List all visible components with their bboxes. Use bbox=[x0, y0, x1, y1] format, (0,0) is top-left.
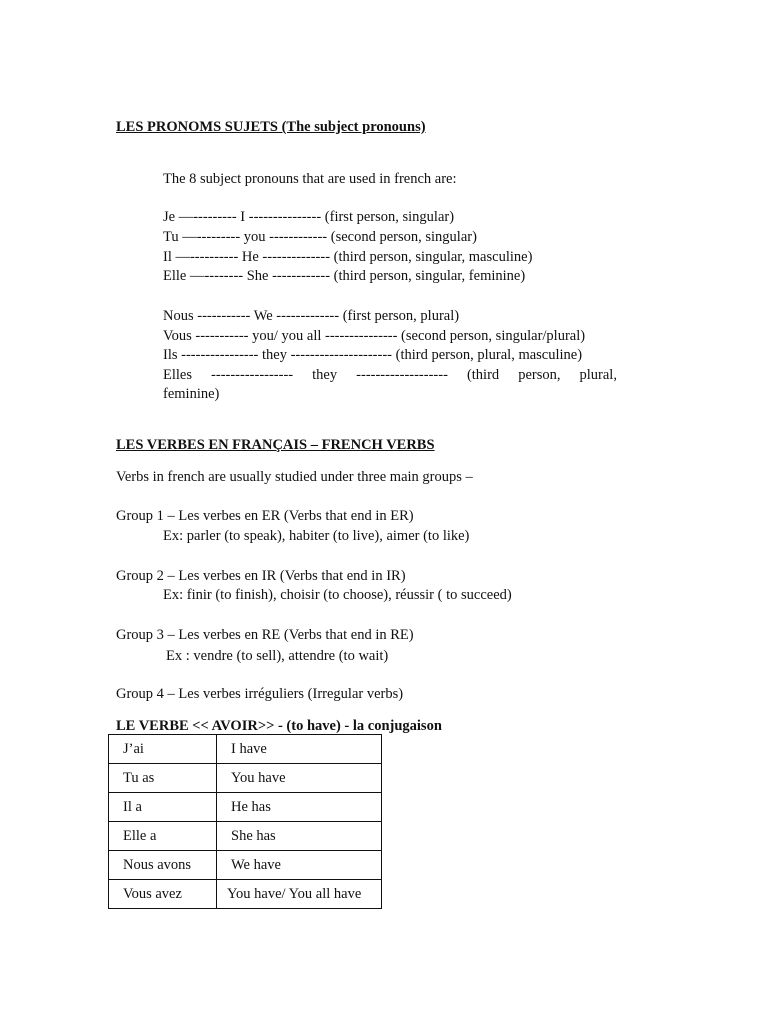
pronoun-line: Nous ----------- We ------------- (first person, plural) bbox=[163, 308, 460, 324]
group-example: Ex: finir (to finish), choisir (to choose), réussir ( to succeed) bbox=[163, 587, 512, 603]
group-example: Ex : vendre (to sell), attendre (to wait) bbox=[166, 648, 389, 664]
translation-cell: She has bbox=[217, 822, 382, 851]
pronouns-intro: The 8 subject pronouns that are used in french are: bbox=[163, 171, 457, 187]
table-row bbox=[109, 764, 382, 793]
word: ------------------- bbox=[356, 367, 448, 383]
pronoun-cell: Nous avons bbox=[109, 851, 217, 880]
translation-cell: We have bbox=[217, 851, 382, 880]
translation-cell: I have bbox=[217, 735, 382, 764]
conjugation-table bbox=[108, 734, 382, 909]
pronoun-line: Il —---------- He -------------- (third person, singular, masculine) bbox=[163, 249, 533, 265]
word: plural, bbox=[579, 367, 617, 383]
word: (third bbox=[466, 367, 500, 383]
word: person, bbox=[518, 367, 561, 383]
table-row bbox=[109, 793, 382, 822]
pronoun-line-continuation: feminine) bbox=[163, 386, 220, 402]
pronoun-line-elles bbox=[163, 366, 617, 384]
table-row bbox=[109, 822, 382, 851]
pronoun-cell: Il a bbox=[109, 793, 217, 822]
section-heading-pronouns: LES PRONOMS SUJETS (The subject pronouns) bbox=[116, 119, 426, 135]
table-row bbox=[109, 880, 382, 909]
pronoun-line: Je —--------- I --------------- (first person, singular) bbox=[163, 209, 455, 225]
group-title: Group 3 – Les verbes en RE (Verbs that end in RE) bbox=[116, 627, 414, 643]
pronoun-line: Tu —--------- you ------------ (second person, singular) bbox=[163, 229, 477, 245]
verbs-intro: Verbs in french are usually studied under three main groups – bbox=[116, 469, 473, 485]
table-row bbox=[109, 851, 382, 880]
group-title: Group 2 – Les verbes en IR (Verbs that end in IR) bbox=[116, 568, 406, 584]
word: ----------------- bbox=[211, 367, 294, 383]
group-title: Group 1 – Les verbes en ER (Verbs that end in ER) bbox=[116, 508, 414, 524]
table-row bbox=[109, 735, 382, 764]
word: they bbox=[312, 367, 338, 383]
pronoun-line: Vous ----------- you/ you all --------------- (second person, singular/plural) bbox=[163, 328, 586, 344]
section-heading-verbs: LES VERBES EN FRANÇAIS – FRENCH VERBS bbox=[116, 437, 435, 453]
translation-cell: He has bbox=[217, 793, 382, 822]
pronoun-cell: Tu as bbox=[109, 764, 217, 793]
pronoun-line: Elle —-------- She ------------ (third person, singular, feminine) bbox=[163, 268, 526, 284]
pronoun-line: Ils ---------------- they --------------------- (third person, plural, masculine) bbox=[163, 347, 583, 363]
translation-cell: You have/ You all have bbox=[217, 880, 382, 909]
word: Elles bbox=[163, 367, 192, 383]
section-heading-avoir: LE VERBE << AVOIR>> - (to have) - la conjugaison bbox=[116, 718, 442, 734]
pronoun-cell: Vous avez bbox=[109, 880, 217, 909]
pronoun-cell: Elle a bbox=[109, 822, 217, 851]
pronoun-cell: J’ai bbox=[109, 735, 217, 764]
group-example: Ex: parler (to speak), habiter (to live), aimer (to like) bbox=[163, 528, 470, 544]
translation-cell: You have bbox=[217, 764, 382, 793]
group-title: Group 4 – Les verbes irréguliers (Irregular verbs) bbox=[116, 686, 404, 702]
